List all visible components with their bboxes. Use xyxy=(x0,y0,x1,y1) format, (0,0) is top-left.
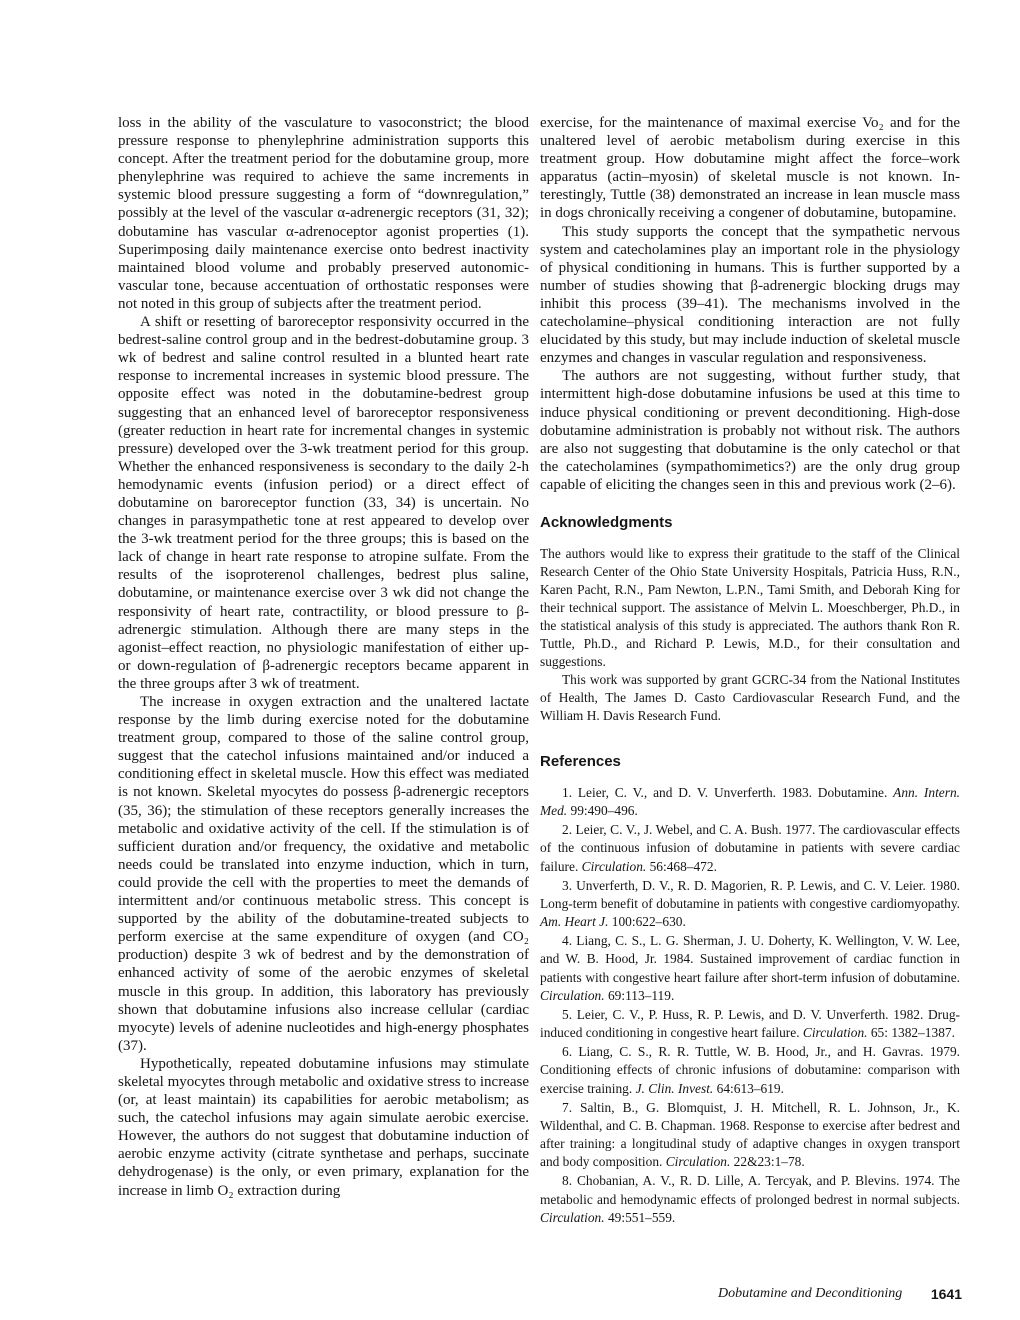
reference-text: 64:613–619. xyxy=(713,1080,784,1096)
reference-text: 100:622–630. xyxy=(608,914,686,930)
reference-item xyxy=(540,784,960,821)
body-paragraph: The authors are not suggesting, without further study, that intermittent high-dose dobutamine infusions be used at this time to induce physical conditioning or prevent deconditioning. High-dose dobutamine administration is probably not without risk. The authors are also not suggesting that dobutamine is the only catechol or that the catecholamines (sympathomimetics?) are the only drug group capable of eliciting the changes seen in this and previous work (2–6). xyxy=(540,368,960,493)
acknowledgments-paragraph: The authors would like to express their gratitude to the staff of the Clinical Research Center of the Ohio State University Hospitals, Patricia Huss, R.N., Karen Pacht, R.N., Pam Newton, L.P.N., Tami Smith, and Deborah King for their technical support. The assistance of Melvin L. Moeschberger, Ph.D., in the statistical analysis of this study is appreciated. The authors thank Ron R. Tuttle, Ph.D., and Richard P. Lewis, M.D., for their consultation and suggestions. xyxy=(540,545,960,669)
reference-text: 8. Chobanian, A. V., R. D. Lille, A. Tercyak, and P. Blevins. 1974. The metabolic and hemodynamic effects of prolonged bedrest in normal subjects. xyxy=(540,1173,960,1207)
body-paragraph: A shift or resetting of baroreceptor responsivity occurred in the bedrest-saline control group and in the bedrest-dobutamine group. 3 wk of bedrest and saline control resulted in a blunted heart rate response to incremental increases in systemic blood pressure. The opposite effect was noted in the dobutamine-bedrest group suggesting that an enhanced level of baroreceptor responsiveness (greater reduction in heart rate for incremental changes in systemic pressure) developed over the 3-wk treatment period for this group. Whether the enhanced responsiveness is secondary to the daily 2-h hemodynamic events (infusion period) or a direct effect of dobutamine on baroreceptor function (33, 34) is uncertain. No changes in parasympathetic tone at rest appeared to develop over the 3-wk treatment period for the three groups; this is based on the lack of change in heart rate response to atropine sulfate. From the results of the isoproterenol challenges, bedrest plus saline, dobutamine, or maintenance exercise over 3 wk did not change the responsivity of heart rate, contractility, or blood pressure to β-adrenergic stimulation. Although there are many steps in the agonist–effect reaction, no physiologic manifestation of either up- or down-regulation of β-adrenergic receptors became apparent in the three groups after 3 wk of treatment. xyxy=(118,314,529,692)
body-paragraph: loss in the ability of the vasculature to vasoconstrict; the blood pressure response to phenylephrine administration supports this concept. After the treatment period for the dobutamine group, more phenylephrine was required to achieve the same increments in systemic blood pressure suggesting a form of “downregulation,” possibly at the level of the vascular α-adrenergic receptors (31, 32); dobutamine has vascular α-adrenoceptor agonist properties (1). Superimposing daily maintenance exercise onto bedrest inactivity maintained blood volume and probably preserved autonomic-vascular tone, because accentuation of orthostatic responses were not noted in this group of subjects after the treatment period. xyxy=(118,115,529,312)
reference-journal: Am. Heart J. xyxy=(540,914,609,930)
body-paragraph: exercise, for the maintenance of maximal exercise Vo₂ and for the unaltered level of aerobic metabolism during exercise in this treatment group. How dobutamine might affect the force–work apparatus (actin–myosin) of skeletal muscle is not known. Interestingly, Tuttle (38) demonstrated an increase in lean muscle mass in dogs chronically receiving a congener of dobutamine, butopamine. xyxy=(540,115,960,222)
reference-text: 2. Leier, C. V., J. Webel, and C. A. Bush. 1977. The cardiovascular effects of the continuous infusion of dobutamine in patients with severe cardiac failure. xyxy=(540,822,960,874)
reference-text: 99:490–496. xyxy=(567,803,638,819)
acknowledgments-section xyxy=(540,545,960,725)
reference-text: 69:113–119. xyxy=(604,988,675,1004)
right-column xyxy=(540,114,960,1228)
reference-item xyxy=(540,1043,960,1098)
body-paragraph: Hypothetically, repeated dobutamine infusions may stimulate skeletal myocytes through metabolic and oxidative stress to increase (or, at least maintain) its capabilities for aerobic metabolism; as such, the catechol infusions may again simulate aerobic exercise. However, the authors do not suggest that dobutamine induction of aerobic enzyme activity (citrate synthetase and perhaps, succinate dehydrogenase) is the only, or even primary, explanation for the increase in limb O₂ extraction during xyxy=(118,1055,529,1199)
reference-text: 1. Leier, C. V., and D. V. Unverferth. 1983. Dobutamine. xyxy=(562,784,894,800)
reference-item xyxy=(540,1099,960,1172)
reference-item xyxy=(540,932,960,1005)
running-title: Dobutamine and Deconditioning xyxy=(718,1286,903,1301)
reference-journal: J. Clin. Invest. xyxy=(635,1080,714,1096)
body-paragraph: This study supports the concept that the sympathetic nervous system and catecholamines play an important role in the physiology of physical conditioning in humans. This is further supported by a number of studies showing that β-adrenergic blocking drugs may inhibit this process (39–41). The mechanisms involved in the catecholamine–physical conditioning interaction are not fully elucidated by this study, but may include induction of skeletal muscle enzymes and changes in vascular regulation and responsiveness. xyxy=(540,223,960,367)
reference-text: 56:468–472. xyxy=(646,858,717,874)
page-number: 1641 xyxy=(930,1286,962,1302)
reference-item xyxy=(540,1006,960,1043)
references-heading: References xyxy=(540,752,621,770)
reference-journal: Circulation. xyxy=(665,1154,731,1170)
reference-text: 5. Leier, C. V., P. Huss, R. P. Lewis, and D. V. Unverferth. 1982. Drug-induced conditioning in congestive heart failure. xyxy=(540,1006,960,1041)
reference-item xyxy=(540,821,960,876)
reference-text: 4. Liang, C. S., L. G. Sherman, J. U. Doherty, K. Wellington, V. W. Lee, and W. B. Hood, Jr. 1984. Sustained improvement of cardiac function in patients with congestive heart failure after short-term infusion of dobutamine. xyxy=(540,933,960,985)
acknowledgments-heading: Acknowledgments xyxy=(540,513,673,531)
reference-text: 6. Liang, C. S., R. R. Tuttle, W. B. Hood, Jr., and H. Gavras. 1979. Conditioning effects of chronic infusions of dobutamine: comparison with exercise training. xyxy=(540,1044,960,1096)
reference-text: 49:551–559. xyxy=(604,1209,676,1225)
reference-item xyxy=(540,877,960,932)
body-paragraph: The increase in oxygen extraction and the unaltered lactate response by the limb during exercise noted for the dobutamine treatment group, compared to those of the saline control group, suggest that the catechol infusions maintained and/or induced a conditioning effect in skeletal muscle. How this effect was mediated is not known. Skeletal myocytes do possess β-adrenergic receptors (35, 36); the stimulation of these receptors generally increases the metabolic and oxidative activity of the cell. If the stimulation is of sufficient duration and/or frequency, the oxidative and metabolic needs could be translated into enzyme induction, which in turn, could provide the cell with the properties to meet the demands of intermittent and/or continuous metabolic stress. This concept is supported by the ability of the dobutamine-treated subjects to perform exercise at the same expenditure of oxygen (and CO₂ production) despite 3 wk of bedrest and by the demonstration of enhanced activity of some of the aerobic enzymes of skeletal muscle in this group. In addition, this laboratory has previously shown that dobutamine infusions also increase cellular (cardiac myocyte) levels of adenine nucleotides and high-energy phosphates (37). xyxy=(118,694,529,1054)
reference-journal: Circulation. xyxy=(540,988,605,1004)
reference-text: 22&23:1–78. xyxy=(730,1154,805,1170)
left-column xyxy=(118,114,529,1200)
reference-journal: Circulation. xyxy=(581,858,647,874)
reference-list xyxy=(540,784,960,1227)
reference-item xyxy=(540,1172,960,1227)
reference-journal: Circulation. xyxy=(802,1025,868,1041)
reference-journal: Ann. Intern. Med. xyxy=(540,784,960,819)
reference-text: 3. Unverferth, D. V., R. D. Magorien, R. P. Lewis, and C. V. Leier. 1980. Long-term benefit of dobutamine in patients with congestive cardiomyopathy. xyxy=(540,877,960,911)
acknowledgments-paragraph: This work was supported by grant GCRC-34 from the National Institutes of Health, The James D. Casto Cardiovascular Research Fund, and the William H. Davis Research Fund. xyxy=(540,671,960,723)
reference-journal: Circulation. xyxy=(540,1209,605,1225)
reference-text: 65: 1382–1387. xyxy=(867,1025,955,1041)
reference-text: 7. Saltin, B., G. Blomquist, J. H. Mitchell, R. L. Johnson, Jr., K. Wildenthal, and C. B. Chapman. 1968. Response to exercise after bedrest and after training: a longitudinal study of adaptive changes in oxygen transport and body composition. xyxy=(540,1099,960,1170)
page-footer xyxy=(718,1286,962,1302)
